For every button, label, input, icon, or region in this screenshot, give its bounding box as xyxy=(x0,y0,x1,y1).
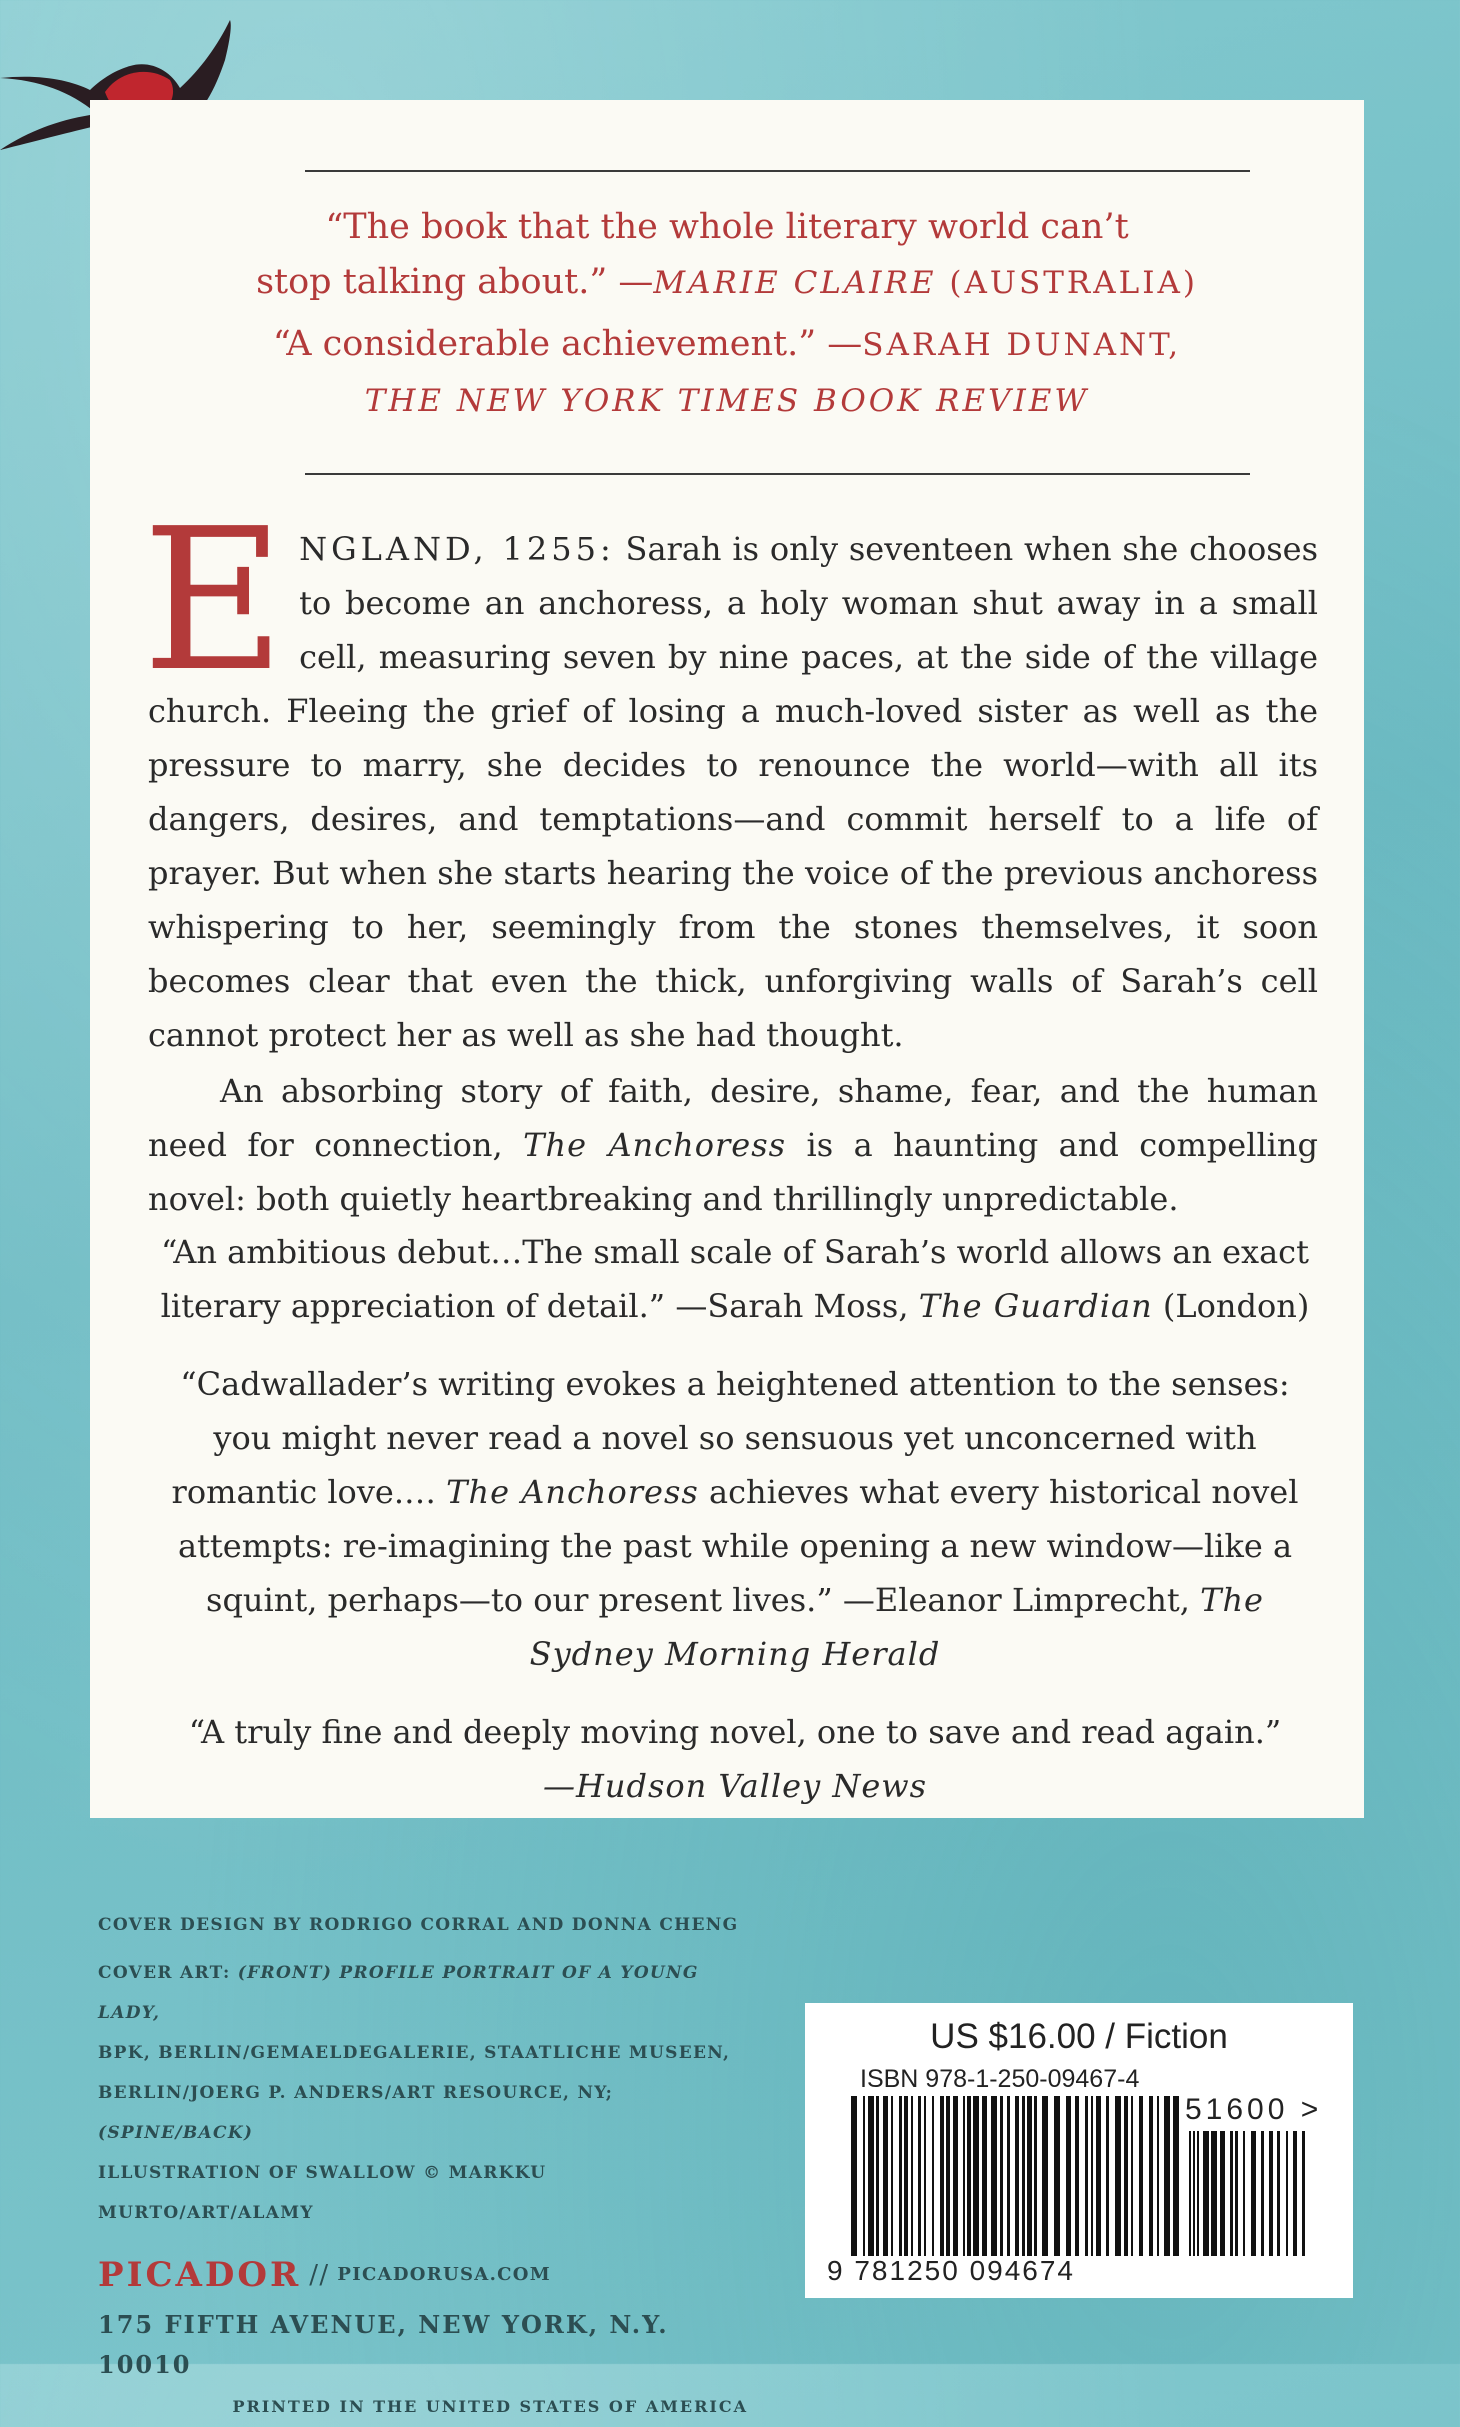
barcode-bar xyxy=(863,2096,865,2256)
back-cover-panel xyxy=(90,100,1364,1818)
barcode-bar xyxy=(953,2096,958,2256)
barcode-bar xyxy=(1075,2096,1079,2256)
barcode-bar xyxy=(851,2096,857,2256)
barcode-bar xyxy=(1269,2131,1273,2256)
reviews xyxy=(150,1225,1320,1837)
barcode-bars xyxy=(851,2096,1181,2256)
barcode-bar xyxy=(1027,2096,1032,2256)
barcode-bar xyxy=(1157,2096,1159,2256)
barcode-bar xyxy=(924,2096,926,2256)
barcode-bar xyxy=(940,2096,944,2256)
barcode-bar xyxy=(883,2096,888,2256)
blurb-quote: “The book that the whole literary world can’t xyxy=(325,207,1129,247)
ean-digits: 9 781250 094674 xyxy=(827,2255,1075,2286)
barcode-bar xyxy=(899,2096,902,2256)
credits xyxy=(98,1905,748,2427)
barcode-bar xyxy=(1106,2096,1109,2256)
barcode-bar xyxy=(1034,2096,1037,2256)
publisher-row: PICADOR // PICADORUSA.COM xyxy=(98,2255,551,2295)
top-divider xyxy=(305,170,1250,172)
barcode-bar xyxy=(1124,2096,1128,2256)
barcode-bar xyxy=(946,2096,950,2256)
barcode-bar xyxy=(967,2096,971,2256)
barcode-bar xyxy=(1085,2096,1088,2256)
barcode-bar xyxy=(868,2096,874,2256)
synopsis-paragraph: An absorbing story of faith, desire, shame, fear, and the human need for connection, The Anchoress is a haunting and compelling novel: both quietly heartbreaking and thrillingly unpredictable. xyxy=(148,1072,1319,1218)
barcode-bar xyxy=(1173,2096,1179,2256)
barcode-bar xyxy=(1096,2096,1101,2256)
barcode-bar xyxy=(1149,2096,1153,2256)
bottom-divider xyxy=(305,473,1250,475)
barcode-bar xyxy=(918,2096,921,2256)
cover-design-credit: COVER DESIGN BY RODRIGO CORRAL AND DONNA CHENG xyxy=(98,1915,739,1935)
barcode-bar xyxy=(1197,2131,1199,2256)
barcode-bar xyxy=(1293,2131,1297,2256)
blurb-quote: “A considerable achievement.” xyxy=(272,324,817,364)
barcode-bar xyxy=(1189,2131,1191,2256)
blurb-publication: THE NEW YORK TIMES BOOK REVIEW xyxy=(364,383,1090,419)
barcode-bar xyxy=(1000,2096,1003,2256)
price: US $16.00 / Fiction xyxy=(930,2017,1228,2056)
blurb-source: MARIE CLAIRE xyxy=(653,265,937,301)
synopsis xyxy=(142,487,1319,1226)
addon-bars xyxy=(1189,2131,1309,2256)
cover-art-credit: COVER ART: (FRONT) PROFILE PORTRAIT OF A YOUNG LADY, BPK, BERLIN/GEMAELDEGALERIE, STAATLICHE MUSEEN, BERLIN/JOERG P. ANDERS/ART RESOURCE, NY; (SPINE/BACK) ILLUSTRATION OF SWALLOW © MARKKU MURTO/ART/ALAMY xyxy=(98,1963,731,2223)
barcode-bar xyxy=(1211,2131,1217,2256)
barcode-bar xyxy=(1042,2096,1048,2256)
barcode-bar xyxy=(1203,2131,1209,2256)
barcode-bar xyxy=(932,2096,934,2256)
barcode-bar xyxy=(911,2096,913,2256)
barcode-bar xyxy=(1302,2131,1305,2256)
review-guardian: “An ambitious debut…The small scale of Sarah’s world allows an exact literary appreciation of detail.” —Sarah Moss, The Guardian (London) xyxy=(160,1233,1310,1325)
barcode-addon: 51600 > xyxy=(1185,2093,1323,2126)
barcode-bar xyxy=(963,2096,965,2256)
barcode-bar xyxy=(1193,2131,1195,2256)
barcode-bar xyxy=(991,2096,997,2256)
barcode-bar xyxy=(1015,2096,1019,2256)
barcode-bar xyxy=(1261,2131,1264,2256)
review-hudson: “A truly fine and deeply moving novel, one to save and read again.” —Hudson Valley News xyxy=(188,1713,1282,1805)
printed-in: PRINTED IN THE UNITED STATES OF AMERICA xyxy=(232,2397,748,2416)
barcode-bar xyxy=(876,2096,879,2256)
barcode-bar xyxy=(1091,2096,1093,2256)
barcode-bar xyxy=(1007,2096,1010,2256)
barcode-bar xyxy=(1251,2131,1256,2256)
barcode-bar xyxy=(973,2096,979,2256)
blurb-quote: stop talking about.” xyxy=(256,262,608,302)
barcode-bar xyxy=(1131,2096,1133,2256)
barcode-bar xyxy=(1235,2131,1238,2256)
barcode-bar xyxy=(1139,2096,1143,2256)
barcode-bar xyxy=(1277,2131,1280,2256)
barcode-box xyxy=(805,2003,1353,2298)
picador-logo: PICADOR xyxy=(98,2255,302,2295)
publisher-address: 175 FIFTH AVENUE, NEW YORK, N.Y. 10010 xyxy=(98,2310,669,2379)
review-smh: “Cadwallader’s writing evokes a heightened attention to the senses: you might never read a novel so sensuous yet unconcerned with romantic love.… The Anchoress achieves what every historical novel attempts: re-imagining the past while opening a new window—like a squint, perhaps—to our present lives.” —Eleanor Limprecht, The Sydney Morning Herald xyxy=(171,1365,1299,1673)
barcode-bar xyxy=(891,2096,893,2256)
barcode-bar xyxy=(982,2096,987,2256)
blurb-marie-claire: “The book that the whole literary world can’t stop talking about.” —MARIE CLAIRE (AUSTRALIA) xyxy=(256,207,1198,302)
drop-cap: E xyxy=(142,487,286,715)
barcode-bar xyxy=(1243,2131,1245,2256)
barcode-bar xyxy=(1022,2096,1025,2256)
isbn: ISBN 978-1-250-09467-4 xyxy=(860,2065,1140,2093)
barcode-bar xyxy=(1066,2096,1071,2256)
barcode-bar xyxy=(1220,2131,1225,2256)
barcode-bar xyxy=(1054,2096,1060,2256)
barcode-bar xyxy=(1115,2096,1121,2256)
blurb-nyt: “A considerable achievement.” —SARAH DUNANT, THE NEW YORK TIMES BOOK REVIEW xyxy=(272,324,1182,419)
blurb-source: SARAH DUNANT, xyxy=(862,327,1182,363)
barcode-bar xyxy=(1164,2096,1170,2256)
barcode-bar xyxy=(1230,2131,1233,2256)
barcode-bar xyxy=(1286,2131,1288,2256)
publisher-url: PICADORUSA.COM xyxy=(337,2264,551,2285)
synopsis-paragraph: ENGLAND, 1255: Sarah is only seventeen when she chooses to become an anchoress, a holy woman shut away in a small cell, measuring seven by nine paces, at the side of the village church. Fleeing the grief of losing a much-loved sister as well as the pressure to marry, she decides to renounce the world—with all its dangers, desires, and temptations—and commit herself to a life of prayer. But when she starts hearing the voice of the previous anchoress whispering to her, seemingly from the stones themselves, it soon becomes clear that even the thick, unforgiving walls of Sarah’s cell cannot protect her as well as she had thought. xyxy=(142,487,1319,1054)
top-blurbs xyxy=(150,200,1304,435)
barcode-bar xyxy=(904,2096,908,2256)
